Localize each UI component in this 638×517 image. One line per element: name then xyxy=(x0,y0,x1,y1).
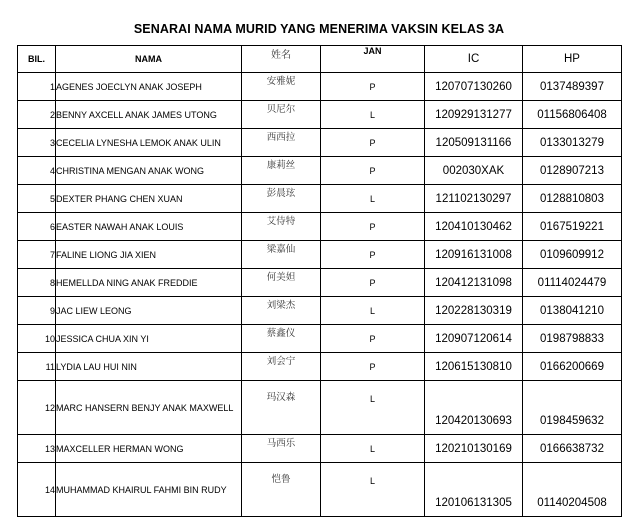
cell-bil: 6 xyxy=(18,213,56,241)
header-jan: JAN xyxy=(321,46,425,73)
cell-jan: P xyxy=(321,353,425,381)
cell-ic: 120210130169 xyxy=(425,435,523,463)
cell-jan: L xyxy=(321,101,425,129)
table-row xyxy=(18,381,622,435)
cell-ic: 120509131166 xyxy=(425,129,523,157)
table-row xyxy=(18,463,622,517)
cell-hp: 01156806408 xyxy=(523,101,622,129)
cell-ic: 120916131008 xyxy=(425,241,523,269)
cell-chinese-name: 恺鲁 xyxy=(242,463,321,517)
cell-hp: 01114024479 xyxy=(523,269,622,297)
header-hp: HP xyxy=(523,46,622,73)
page-title: SENARAI NAMA MURID YANG MENERIMA VAKSIN KELAS 3A xyxy=(133,22,505,36)
cell-bil: 5 xyxy=(18,185,56,213)
cell-jan: P xyxy=(321,241,425,269)
table-row xyxy=(18,297,622,325)
cell-nama: MAXCELLER HERMAN WONG xyxy=(56,435,242,463)
cell-ic: 120615130810 xyxy=(425,353,523,381)
cell-chinese-name: 马西乐 xyxy=(242,435,321,463)
cell-bil: 13 xyxy=(18,435,56,463)
cell-jan: P xyxy=(321,157,425,185)
cell-jan: P xyxy=(321,269,425,297)
cell-bil: 2 xyxy=(18,101,56,129)
cell-jan: L xyxy=(321,297,425,325)
cell-chinese-name: 艾侍特 xyxy=(242,213,321,241)
header-ic: IC xyxy=(425,46,523,73)
table-row xyxy=(18,157,622,185)
cell-jan: L xyxy=(321,435,425,463)
cell-hp: 0109609912 xyxy=(523,241,622,269)
table-row xyxy=(18,213,622,241)
cell-hp: 0167519221 xyxy=(523,213,622,241)
cell-nama: AGENES JOECLYN ANAK JOSEPH xyxy=(56,73,242,101)
cell-jan: L xyxy=(321,185,425,213)
cell-bil: 1 xyxy=(18,73,56,101)
cell-chinese-name: 刘梁杰 xyxy=(242,297,321,325)
cell-bil: 12 xyxy=(18,381,56,435)
table-header-row xyxy=(18,46,622,73)
table-row xyxy=(18,435,622,463)
cell-nama: JESSICA CHUA XIN YI xyxy=(56,325,242,353)
cell-bil: 11 xyxy=(18,353,56,381)
cell-jan: P xyxy=(321,73,425,101)
cell-nama: JAC LIEW LEONG xyxy=(56,297,242,325)
cell-nama: MARC HANSERN BENJY ANAK MAXWELL xyxy=(56,381,242,435)
cell-nama: BENNY AXCELL ANAK JAMES UTONG xyxy=(56,101,242,129)
cell-bil: 8 xyxy=(18,269,56,297)
cell-jan: P xyxy=(321,129,425,157)
table-row xyxy=(18,241,622,269)
cell-bil: 10 xyxy=(18,325,56,353)
cell-nama: CECELIA LYNESHA LEMOK ANAK ULIN xyxy=(56,129,242,157)
cell-chinese-name: 梁嘉仙 xyxy=(242,241,321,269)
cell-chinese-name: 何美妲 xyxy=(242,269,321,297)
cell-hp: 0198798833 xyxy=(523,325,622,353)
cell-ic: 120907120614 xyxy=(425,325,523,353)
cell-chinese-name: 刘会宁 xyxy=(242,353,321,381)
table-row xyxy=(18,353,622,381)
header-chinese-name: 姓名 xyxy=(242,46,321,73)
cell-jan: P xyxy=(321,213,425,241)
cell-hp: 0128907213 xyxy=(523,157,622,185)
cell-nama: LYDIA LAU HUI NIN xyxy=(56,353,242,381)
table-row xyxy=(18,269,622,297)
cell-nama: MUHAMMAD KHAIRUL FAHMI BIN RUDY xyxy=(56,463,242,517)
cell-bil: 7 xyxy=(18,241,56,269)
cell-chinese-name: 彭晨玹 xyxy=(242,185,321,213)
cell-hp: 01140204508 xyxy=(523,463,622,517)
cell-bil: 3 xyxy=(18,129,56,157)
cell-ic: 120707130260 xyxy=(425,73,523,101)
cell-chinese-name: 安雅妮 xyxy=(242,73,321,101)
cell-ic: 120420130693 xyxy=(425,381,523,435)
cell-ic: 120228130319 xyxy=(425,297,523,325)
cell-nama: DEXTER PHANG CHEN XUAN xyxy=(56,185,242,213)
cell-hp: 0198459632 xyxy=(523,381,622,435)
cell-nama: HEMELLDA NING ANAK FREDDIE xyxy=(56,269,242,297)
cell-nama: EASTER NAWAH ANAK LOUIS xyxy=(56,213,242,241)
header-nama: NAMA xyxy=(56,46,242,73)
cell-chinese-name: 贝尼尔 xyxy=(242,101,321,129)
cell-chinese-name: 玛汉森 xyxy=(242,381,321,435)
cell-nama: FALINE LIONG JIA XIEN xyxy=(56,241,242,269)
cell-ic: 120929131277 xyxy=(425,101,523,129)
cell-ic: 120106131305 xyxy=(425,463,523,517)
table-row xyxy=(18,101,622,129)
cell-hp: 0166638732 xyxy=(523,435,622,463)
cell-bil: 14 xyxy=(18,463,56,517)
cell-bil: 9 xyxy=(18,297,56,325)
table-row xyxy=(18,185,622,213)
table-row xyxy=(18,325,622,353)
cell-ic: 120410130462 xyxy=(425,213,523,241)
student-table xyxy=(17,45,622,517)
cell-chinese-name: 康莉丝 xyxy=(242,157,321,185)
cell-hp: 0128810803 xyxy=(523,185,622,213)
cell-jan: L xyxy=(321,463,425,517)
cell-hp: 0137489397 xyxy=(523,73,622,101)
table-row xyxy=(18,73,622,101)
cell-hp: 0166200669 xyxy=(523,353,622,381)
cell-nama: CHRISTINA MENGAN ANAK WONG xyxy=(56,157,242,185)
table-row xyxy=(18,129,622,157)
cell-jan: P xyxy=(321,325,425,353)
cell-chinese-name: 西西拉 xyxy=(242,129,321,157)
cell-chinese-name: 蔡鑫仪 xyxy=(242,325,321,353)
header-bil: BIL. xyxy=(18,46,56,73)
cell-ic: 121102130297 xyxy=(425,185,523,213)
cell-bil: 4 xyxy=(18,157,56,185)
cell-hp: 0133013279 xyxy=(523,129,622,157)
cell-ic: 120412131098 xyxy=(425,269,523,297)
cell-ic: 002030XAK xyxy=(425,157,523,185)
cell-jan: L xyxy=(321,381,425,435)
cell-hp: 0138041210 xyxy=(523,297,622,325)
